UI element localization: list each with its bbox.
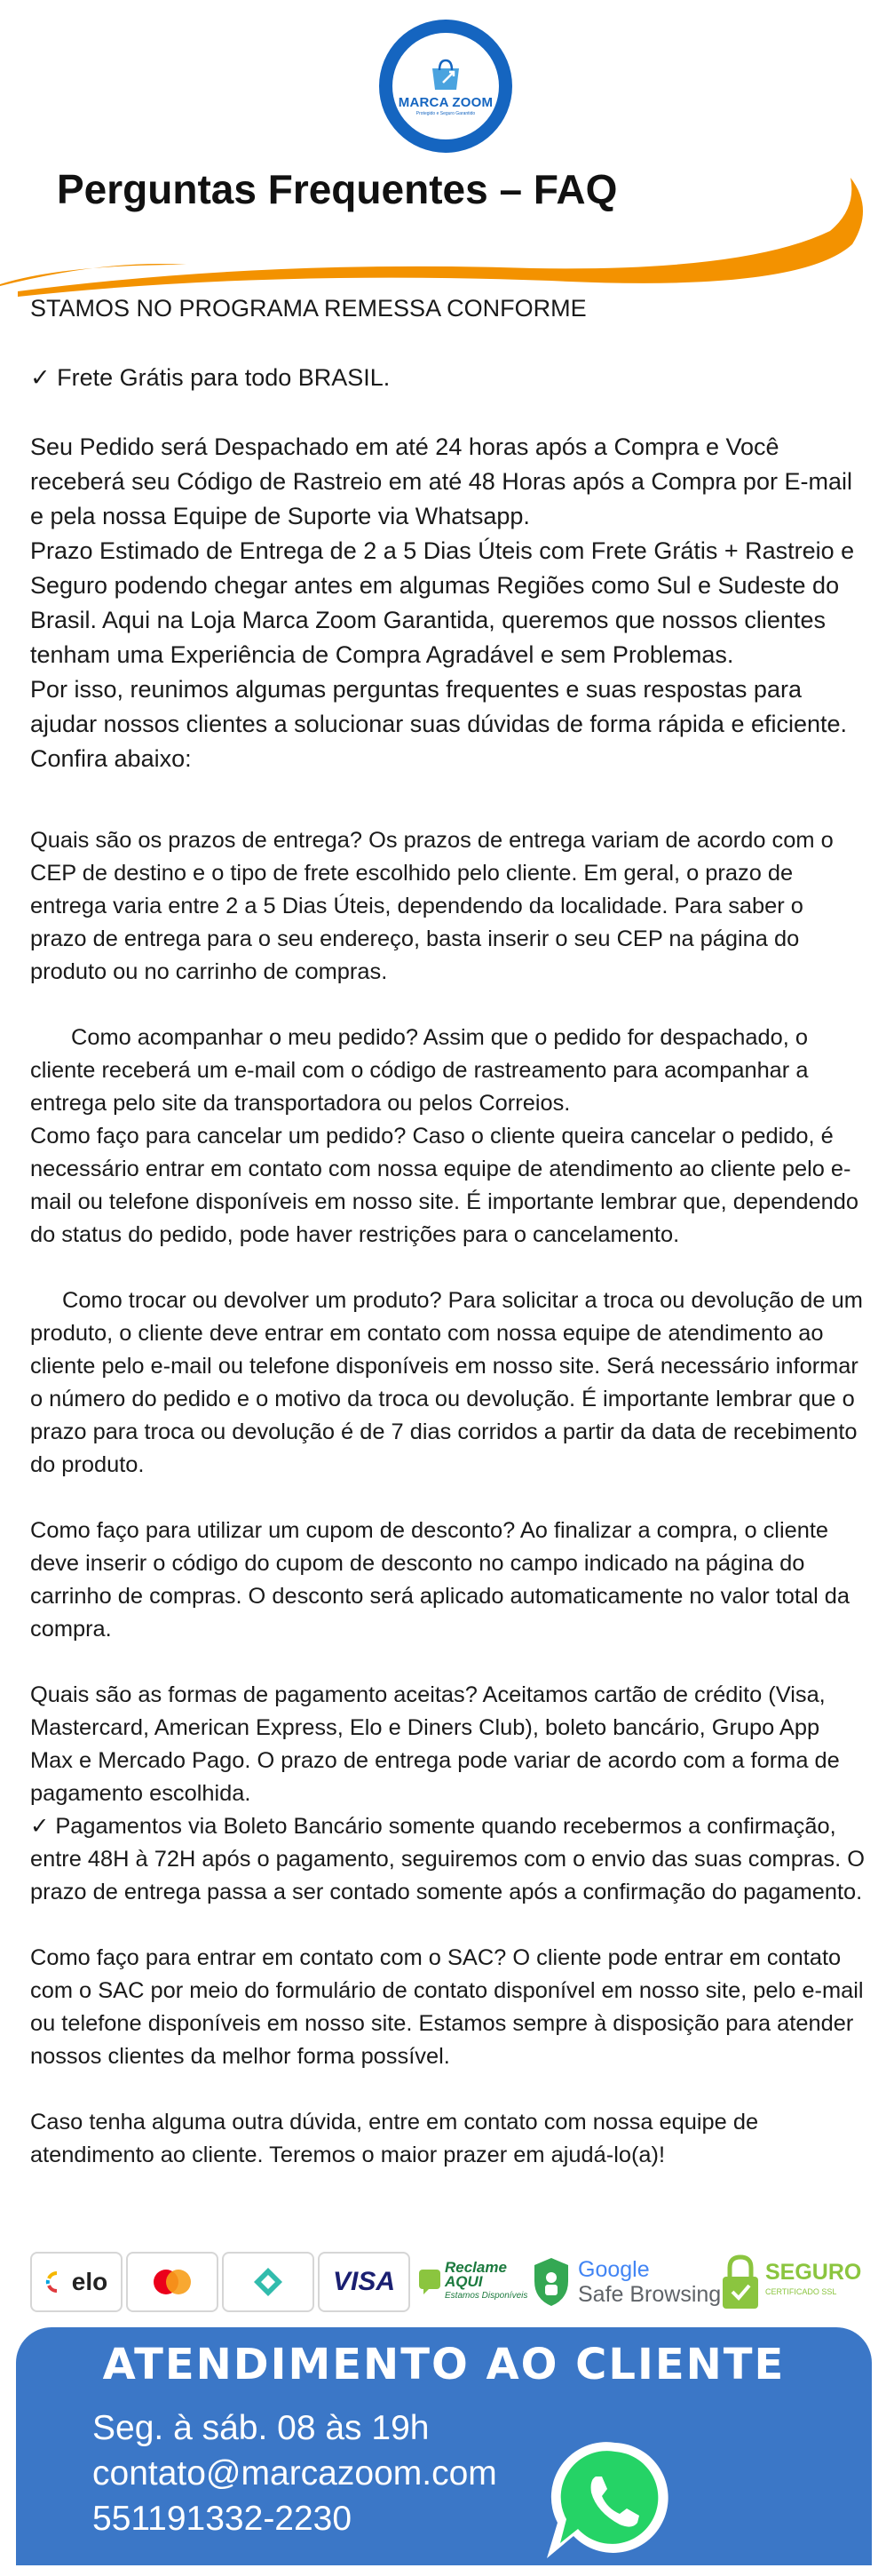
faq-section (30, 824, 865, 2172)
delivery-estimate: Prazo Estimado de Entrega de 2 a 5 Dias Úteis com Frete Grátis + Rastreio e Seguro podendo chegar antes em algumas Regiões como Sul e Sudeste do Brasil. Aqui na Loja Marca Zoom Garantida, queremos que nossos clientes tenham uma Experiência de Compra Agradável e sem Problemas. (30, 537, 855, 668)
elo-label: elo (71, 2268, 108, 2295)
payment-trust-badges (30, 2252, 865, 2314)
logo-tagline: Protegido e Seguro Garantido (415, 111, 476, 116)
reclame-aqui-badge (418, 2252, 527, 2312)
ssl-label: CERTIFICADO SSL (765, 2287, 837, 2296)
elo-badge (30, 2252, 123, 2312)
faq-item-track-order: Como acompanhar o meu pedido? Assim que o pedido for despachado, o cliente receberá um e-mail com o código de rastreamento para acompanhar a entrega pelo site da transportadora ou pelos Correios. (30, 1025, 809, 1116)
decorative-swoosh (0, 160, 886, 302)
mastercard-icon (149, 2267, 195, 2297)
faq-intro: Por isso, reunimos algumas perguntas frequentes e suas respostas para ajudar nossos clientes a solucionar suas dúvidas de forma rápida e eficiente. Confira abaixo: (30, 676, 848, 772)
visa-badge (318, 2252, 410, 2312)
shopping-bag-icon (425, 56, 466, 91)
aqui-label: AQUI (445, 2273, 483, 2290)
faq-closing: Caso tenha alguma outra dúvida, entre em contato com nossa equipe de atendimento ao cliente. Teremos o maior prazer em ajudá-lo(a)! (30, 2110, 759, 2167)
customer-service-footer (16, 2327, 872, 2565)
faq-item-delivery-time: Quais são os prazos de entrega? Os prazos de entrega variam de acordo com o CEP de destino e o tipo de frete escolhido pelo cliente. Em geral, o prazo de entrega varia entre 2 a 5 Dias Úteis, dependendo da localidade. Para saber o prazo de entrega para o seu endereço, basta inserir o seu CEP na página do produto ou no carrinho de compras. (30, 828, 834, 984)
visa-label: VISA (332, 2267, 396, 2296)
logo-badge (392, 33, 499, 139)
elo-icon (45, 2270, 68, 2294)
customer-service-title: ATENDIMENTO AO CLIENTE (102, 2340, 786, 2389)
dispatch-info: Seu Pedido será Despachado em até 24 horas após a Compra e Você receberá seu Código de Rastreio em até 48 Horas após a Compra por E-mail e pela nossa Equipe de Suporte via Whatsapp. (30, 433, 852, 529)
pix-badge (222, 2252, 314, 2312)
mastercard-badge (126, 2252, 218, 2312)
faq-item-coupon: Como faço para utilizar um cupom de desconto? Ao finalizar a compra, o cliente deve inserir o código do cupom de desconto no campo indicado na página do carrinho de compras. O desconto será aplicado automaticamente no valor total da compra. (30, 1518, 850, 1642)
page-title: Perguntas Frequentes – FAQ (57, 166, 618, 212)
intro-section (30, 291, 865, 776)
faq-item-contact-sac: Como faço para entrar em contato com o SAC? O cliente pode entrar em contato com o SAC por meio do formulário de contato disponível em nosso site, pelo e-mail ou telefone disponíveis em nosso site. Estamos sempre à disposição para atender nossos clientes da melhor forma possível. (30, 1945, 864, 2069)
reclame-aqui-icon (418, 2269, 441, 2295)
reclame-subtitle: Estamos Disponíveis (445, 2291, 528, 2301)
ssl-certificate-badge (721, 2252, 861, 2312)
contact-phone[interactable]: 551191332-2230 (92, 2500, 352, 2538)
faq-item-payment-methods: Quais são as formas de pagamento aceitas? Aceitamos cartão de crédito (Visa, Mastercard, American Express, Elo e Diners Club), boleto bancário, Grupo App Max e Mercado Pago. O prazo de entrega pode variar de acordo com a forma de pagamento escolhida. (30, 1682, 840, 1806)
brand-logo[interactable] (379, 20, 512, 153)
seguro-label: SEGURO (765, 2260, 862, 2285)
faq-item-boleto-notice: ✓ Pagamentos via Boleto Bancário somente quando recebermos a confirmação, entre 48H à 72H após o pagamento, seguiremos com o envio das suas compras. O prazo de entrega passa a ser contado somente após a confirmação do pagamento. (30, 1814, 865, 1904)
business-hours: Seg. à sáb. 08 às 19h (92, 2409, 430, 2447)
faq-item-cancel-order: Como faço para cancelar um pedido? Caso o cliente queira cancelar o pedido, é necessário entrar em contato com nossa equipe de atendimento ao cliente pelo e-mail ou telefone disponíveis em nosso site. É importante lembrar que, dependendo do status do pedido, pode haver restrições para o cancelamento. (30, 1124, 858, 1247)
padlock-icon (721, 2254, 760, 2310)
contact-email[interactable]: contato@marcazoom.com (92, 2454, 497, 2493)
whatsapp-icon[interactable] (531, 2425, 682, 2576)
safe-browsing-label: Safe Browsing (578, 2282, 722, 2307)
google-label: Google (578, 2257, 650, 2282)
reclame-label: Reclame (445, 2259, 507, 2276)
pix-icon (250, 2264, 286, 2300)
faq-item-return-product: Como trocar ou devolver um produto? Para solicitar a troca ou devolução de um produto, o cliente deve entrar em contato com nossa equipe de atendimento ao cliente pelo e-mail ou telefone disponíveis em nosso site. Será necessário informar o número do pedido e o motivo da troca ou devolução. É importante lembrar que o prazo para troca ou devolução é de 7 dias corridos a partir da data de recebimento do produto. (30, 1288, 863, 1477)
google-safe-browsing-badge (532, 2252, 721, 2312)
free-shipping-notice: ✓ Frete Grátis para todo BRASIL. (30, 364, 391, 391)
remessa-conforme-notice: STAMOS NO PROGRAMA REMESSA CONFORME (30, 295, 587, 322)
logo-name: MARCA ZOOM (398, 95, 494, 110)
shield-icon (532, 2256, 571, 2308)
